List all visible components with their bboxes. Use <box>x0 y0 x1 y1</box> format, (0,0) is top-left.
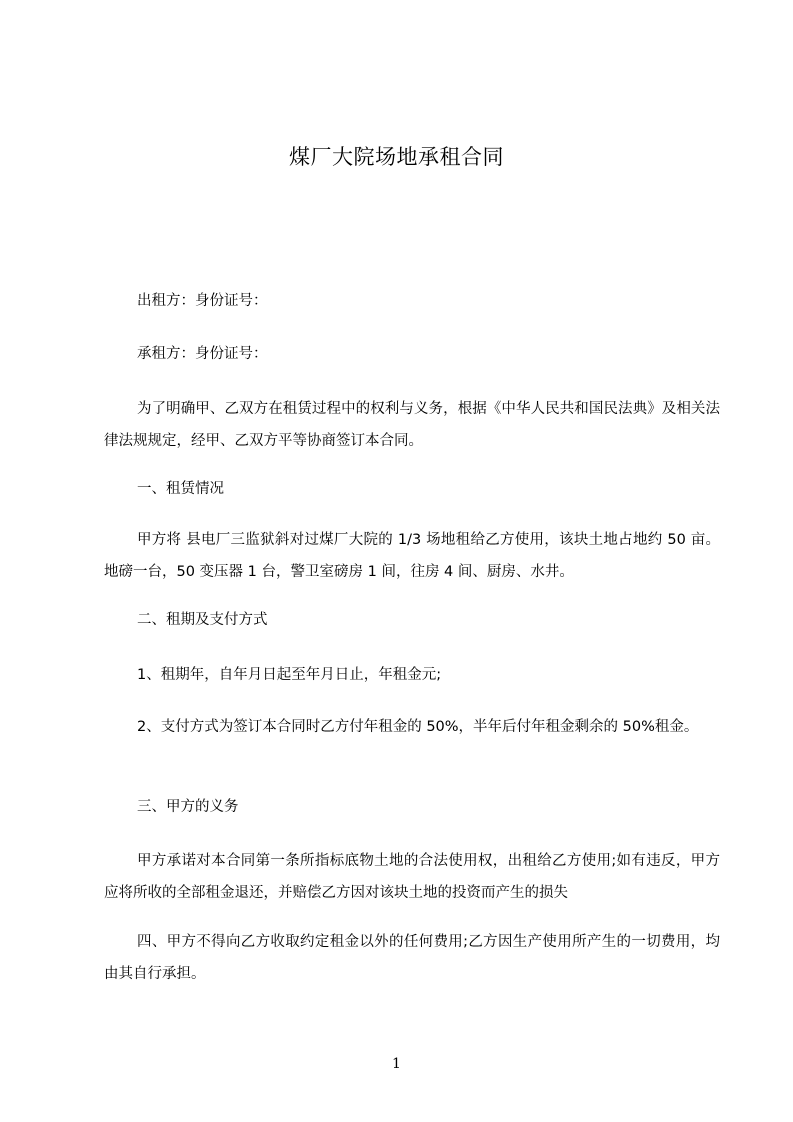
fees-clause-paragraph: 四、甲方不得向乙方收取约定租金以外的任何费用;乙方因生产使用所产生的一切费用，均由其自行承担。 <box>104 934 720 982</box>
lessor-line: 出租方：身份证号： <box>137 293 268 309</box>
preamble-paragraph: 为了明确甲、乙双方在租赁过程中的权利与义务，根据《中华人民共和国民法典》及相关法律法规规定，经甲、乙双方平等协商签订本合同。 <box>104 401 720 449</box>
lease-details-paragraph: 甲方将 县电厂三监狱斜对过煤厂大院的 1/3 场地租给乙方使用，该块土地占地约 50 亩。地磅一台，50 变压器 1 台，警卫室磅房 1 间，往房 4 间、厨房、水井。 <box>104 532 720 580</box>
term-clause: 1、租期年，自年月日起至年月日止，年租金元; <box>137 667 442 683</box>
section-heading-lessor-obligations: 三、甲方的义务 <box>137 799 239 815</box>
section-heading-term-payment: 二、租期及支付方式 <box>137 612 268 628</box>
section-heading-lease-details: 一、租赁情况 <box>137 481 224 497</box>
page-number: 1 <box>392 1056 401 1072</box>
document-title: 煤厂大院场地承租合同 <box>289 145 504 169</box>
payment-clause: 2、支付方式为签订本合同时乙方付年租金的 50%，半年后付年租金剩余的 50%租金。 <box>137 719 699 735</box>
lessor-obligations-paragraph: 甲方承诺对本合同第一条所指标底物土地的合法使用权，出租给乙方使用;如有违反，甲方应将所收的全部租金退还，并赔偿乙方因对该块土地的投资而产生的损失 <box>104 853 720 901</box>
lessee-line: 承租方：身份证号： <box>137 346 268 362</box>
